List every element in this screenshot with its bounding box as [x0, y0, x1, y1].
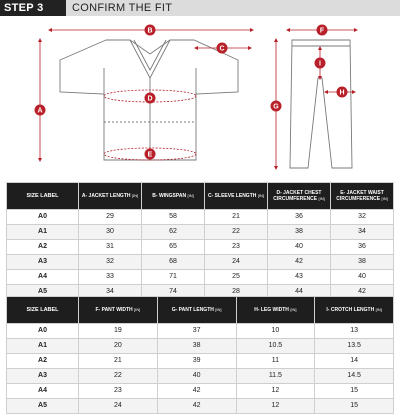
table-cell: 22: [205, 225, 268, 240]
table-cell: 38: [157, 339, 236, 354]
size-cell: A5: [7, 285, 79, 300]
header-jacket-waist: E- JACKET WAIST CIRCUMFERENCE [IN]: [331, 183, 394, 210]
table-cell: 22: [79, 369, 158, 384]
size-cell: A0: [7, 210, 79, 225]
table-cell: 74: [142, 285, 205, 300]
table-row: [7, 210, 394, 225]
table-row: [7, 399, 394, 414]
fit-diagram: [0, 18, 400, 178]
header-pant-length: G- PANT LENGTH [IN]: [157, 297, 236, 324]
size-cell: A3: [7, 255, 79, 270]
table-cell: 40: [268, 240, 331, 255]
table-cell: 42: [157, 399, 236, 414]
table-cell: 12: [236, 399, 315, 414]
size-cell: A3: [7, 369, 79, 384]
size-cell: A5: [7, 399, 79, 414]
pants-size-table: [6, 296, 394, 414]
marker-d: [145, 93, 156, 104]
header-sleeve-length: C- SLEEVE LENGTH [IN]: [205, 183, 268, 210]
size-cell: A4: [7, 384, 79, 399]
table-cell: 21: [79, 354, 158, 369]
table-header-row: [7, 183, 394, 210]
table-cell: 13: [315, 324, 394, 339]
size-cell: A2: [7, 240, 79, 255]
size-cell: A4: [7, 270, 79, 285]
table-cell: 68: [142, 255, 205, 270]
table-cell: 62: [142, 225, 205, 240]
svg-text:D: D: [147, 95, 153, 103]
table-cell: 13.5: [315, 339, 394, 354]
header-jacket-chest: D- JACKET CHEST CIRCUMFERENCE [IN]: [268, 183, 331, 210]
table-row: [7, 369, 394, 384]
table-cell: 42: [157, 384, 236, 399]
svg-text:C: C: [219, 45, 225, 53]
table-cell: 10: [236, 324, 315, 339]
marker-a: [35, 105, 46, 116]
table-row: [7, 354, 394, 369]
table-cell: 14: [315, 354, 394, 369]
table-cell: 21: [205, 210, 268, 225]
table-cell: 24: [205, 255, 268, 270]
size-cell: A1: [7, 339, 79, 354]
table-row: [7, 225, 394, 240]
marker-h: [337, 87, 348, 98]
table-cell: 42: [268, 255, 331, 270]
table-cell: 20: [79, 339, 158, 354]
svg-text:F: F: [319, 27, 325, 35]
table-row: [7, 339, 394, 354]
table-cell: 15: [315, 384, 394, 399]
table-cell: 40: [157, 369, 236, 384]
svg-text:E: E: [147, 151, 153, 159]
table-cell: 31: [79, 240, 142, 255]
table-cell: 33: [79, 270, 142, 285]
svg-text:I: I: [319, 60, 321, 68]
table-cell: 34: [79, 285, 142, 300]
table-cell: 11: [236, 354, 315, 369]
svg-text:A: A: [37, 107, 43, 115]
header-crotch-length: I- CROTCH LENGTH [IN]: [315, 297, 394, 324]
table-cell: 37: [157, 324, 236, 339]
table-cell: 30: [79, 225, 142, 240]
size-cell: A1: [7, 225, 79, 240]
table-cell: 11.5: [236, 369, 315, 384]
marker-e: [145, 149, 156, 160]
table-cell: 71: [142, 270, 205, 285]
step-label: STEP 3: [4, 2, 44, 14]
header-pant-width: F- PANT WIDTH [IN]: [79, 297, 158, 324]
size-cell: A2: [7, 354, 79, 369]
svg-text:H: H: [339, 89, 345, 97]
table-row: [7, 324, 394, 339]
table-cell: 65: [142, 240, 205, 255]
svg-text:G: G: [273, 103, 279, 111]
header-wingspan: B- WINGSPAN [IN]: [142, 183, 205, 210]
table-cell: 23: [79, 384, 158, 399]
header-jacket-length: A- JACKET LENGTH [IN]: [79, 183, 142, 210]
table-cell: 32: [331, 210, 394, 225]
marker-i: [315, 58, 326, 69]
table-cell: 14.5: [315, 369, 394, 384]
table-row: [7, 270, 394, 285]
step-banner: [0, 0, 400, 16]
table-cell: 32: [79, 255, 142, 270]
marker-b: [145, 25, 156, 36]
table-row: [7, 384, 394, 399]
table-cell: 40: [331, 270, 394, 285]
table-cell: 36: [331, 240, 394, 255]
marker-f: [317, 25, 328, 36]
table-cell: 34: [331, 225, 394, 240]
table-cell: 10.5: [236, 339, 315, 354]
table-cell: 42: [331, 285, 394, 300]
header-size-label: SIZE LABEL: [7, 183, 79, 210]
header-leg-width: H- LEG WIDTH [IN]: [236, 297, 315, 324]
table-row: [7, 255, 394, 270]
header-size-label: SIZE LABEL: [7, 297, 79, 324]
table-cell: 19: [79, 324, 158, 339]
table-cell: 29: [79, 210, 142, 225]
table-cell: 23: [205, 240, 268, 255]
table-cell: 25: [205, 270, 268, 285]
table-cell: 12: [236, 384, 315, 399]
jacket-size-table: [6, 182, 394, 300]
table-cell: 43: [268, 270, 331, 285]
table-header-row: [7, 297, 394, 324]
table-cell: 24: [79, 399, 158, 414]
step-label-box: [0, 0, 66, 16]
table-cell: 15: [315, 399, 394, 414]
table-cell: 38: [268, 225, 331, 240]
marker-g: [271, 101, 282, 112]
table-cell: 39: [157, 354, 236, 369]
table-cell: 38: [331, 255, 394, 270]
table-cell: 36: [268, 210, 331, 225]
table-cell: 44: [268, 285, 331, 300]
table-cell: 58: [142, 210, 205, 225]
table-cell: 28: [205, 285, 268, 300]
marker-c: [217, 43, 228, 54]
size-cell: A0: [7, 324, 79, 339]
svg-text:B: B: [147, 27, 153, 35]
step-title: CONFIRM THE FIT: [72, 2, 173, 14]
table-row: [7, 240, 394, 255]
